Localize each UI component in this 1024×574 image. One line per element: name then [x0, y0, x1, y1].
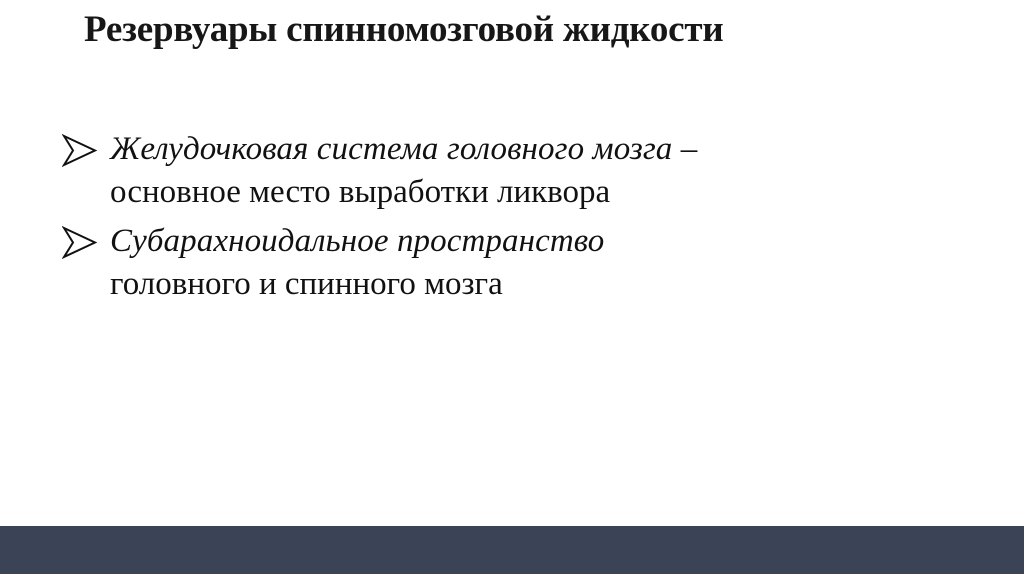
list-item-line-2: основное место выработки ликвора — [110, 173, 611, 210]
list-item-line-1: Субарахноидальное пространство — [110, 222, 605, 259]
page-title: Резервуары спинномозговой жидкости — [84, 9, 724, 50]
arrow-bullet-icon — [62, 134, 98, 168]
list-item — [56, 220, 956, 306]
list-item-text — [110, 220, 956, 306]
footer-bar — [0, 526, 1024, 574]
list-item-text — [110, 128, 956, 214]
list-item — [56, 128, 956, 214]
list-item-line-2: головного и спинного мозга — [110, 265, 503, 302]
list-item-line-1: Желудочковая система головного мозга – — [110, 131, 698, 167]
bullet-list — [56, 128, 956, 312]
arrow-bullet-icon — [62, 226, 98, 260]
